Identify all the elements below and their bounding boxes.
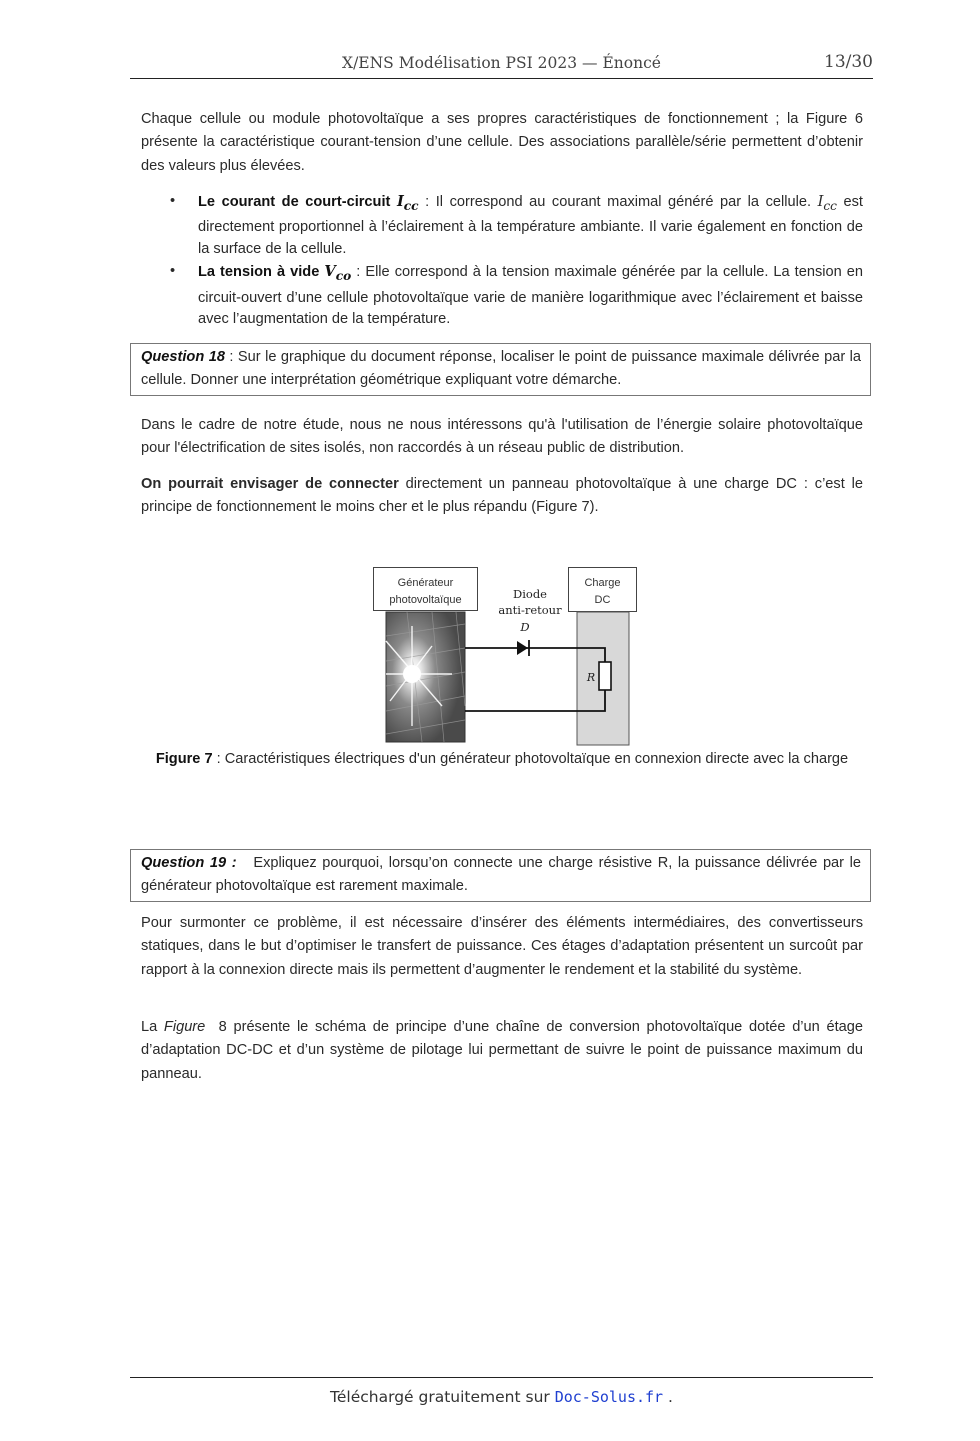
context-paragraph: Dans le cadre de notre étude, nous ne nous intéressons qu'à l'utilisation de l’énergie solaire photovoltaïque pour l'électrification de sites isolés, non raccordés à un réseau public de distribution. bbox=[141, 417, 863, 457]
bullet-icc-text-1: : Il correspond au courant maximal généré par la cellule. bbox=[418, 194, 818, 210]
bullet-dot-icon: • bbox=[170, 263, 176, 280]
bullet-icc-label: Le courant de court-circuit bbox=[198, 194, 397, 210]
symbol-icc: $I_{cc}$ bbox=[396, 193, 419, 213]
figure-7-label: Figure 7 bbox=[155, 751, 213, 767]
footer-end: . bbox=[663, 1388, 673, 1406]
question-18-label: Question 18 bbox=[141, 349, 225, 365]
bullet-dot-icon: • bbox=[170, 193, 176, 209]
figure-8-pre: La bbox=[141, 1019, 164, 1035]
page-footer bbox=[130, 1388, 873, 1406]
diode-symbol-label: D bbox=[520, 620, 530, 634]
symbol-vco: $V_{co}$ bbox=[324, 263, 352, 284]
resistor-icon bbox=[599, 662, 611, 690]
diode-label-line1: Diode bbox=[513, 587, 547, 601]
header-title: X/ENS Modélisation PSI 2023 — Énoncé bbox=[342, 54, 661, 72]
figure-7-caption-text: : Caractéristiques électriques d'un générateur photovoltaïque en connexion directe avec la charge bbox=[212, 751, 849, 767]
load-label-line2: DC bbox=[594, 594, 611, 606]
question-19-label: Question 19 : bbox=[141, 855, 237, 871]
pv-panel-image bbox=[386, 612, 465, 742]
footer-text: Téléchargé gratuitement sur bbox=[330, 1388, 555, 1406]
intro-paragraph: Chaque cellule ou module photovoltaïque a ses propres caractéristiques de fonctionnement ; la Figure 6 présente la caractéristique courant-tension d’une cellule. Des associations parallèle/série permettent d’obtenir des valeurs plus élevées. bbox=[141, 111, 863, 174]
footer-divider bbox=[130, 1377, 873, 1378]
figure-7-diagram bbox=[372, 566, 638, 748]
connection-bold: On pourrait envisager de connecter bbox=[141, 476, 399, 492]
figure-8-italic: Figure bbox=[163, 1019, 206, 1035]
question-19-box bbox=[130, 849, 871, 902]
bullet-vco bbox=[141, 261, 863, 330]
generator-label-line1: Générateur bbox=[397, 577, 454, 589]
symbol-icc-2: $I_{cc}$ bbox=[817, 193, 837, 213]
bullet-list bbox=[141, 191, 863, 332]
diode-icon bbox=[517, 640, 529, 656]
bullet-vco-text: : Elle correspond à la tension maximale générée par la cellule. La tension en circuit-ouvert d’une cellule photovoltaïque varie de manière logarithmique avec l’éclairement et baisse avec l’augmentation de la température. bbox=[198, 264, 863, 328]
page-header bbox=[130, 52, 873, 79]
bullet-icc-text-2: est directement proportionnel à l’éclairement à la température ambiante. Il varie également en fonction de la surface de la cellule. bbox=[198, 194, 863, 257]
bullet-icc bbox=[141, 191, 863, 260]
connection-paragraph bbox=[141, 473, 863, 520]
figure-8-text: 8 présente le schéma de principe d’une chaîne de conversion photovoltaïque dotée d’un étage d’adaptation DC-DC et d’un système de pilotage lui permettant de suivre le point de puissance maximum du panneau. bbox=[141, 1019, 868, 1082]
footer-link[interactable]: Doc-Solus.fr bbox=[554, 1388, 664, 1406]
generator-label-line2: photovoltaïque bbox=[389, 594, 462, 606]
figure-7-caption bbox=[141, 748, 863, 771]
converter-paragraph: Pour surmonter ce problème, il est nécessaire d’insérer des éléments intermédiaires, des convertisseurs statiques, dans le but d’optimiser le transfert de puissance. Ces étages d’adaptation présentent un surcoût par rapport à la connexion directe mais ils permettent d’augmenter le rendement et la stabilité du système. bbox=[141, 915, 863, 978]
resistor-symbol-label: R bbox=[586, 671, 596, 684]
question-18-text: : Sur le graphique du document réponse, localiser le point de puissance maximale délivrée par la cellule. Donner une interprétation géométrique expliquant votre démarche. bbox=[141, 349, 862, 388]
diode-label-line2: anti-retour bbox=[498, 603, 562, 617]
question-18-box bbox=[130, 343, 871, 396]
connection-text: directement un panneau photovoltaïque à une charge DC : c’est le principe de fonctionnement le moins cher et le plus répandu (Figure 7). bbox=[141, 476, 864, 516]
load-label-line1: Charge bbox=[584, 577, 621, 589]
figure-8-paragraph bbox=[141, 1016, 868, 1086]
page-number: 13/30 bbox=[824, 52, 873, 72]
bullet-vco-label: La tension à vide bbox=[198, 264, 325, 281]
question-19-text: Expliquez pourquoi, lorsqu’on connecte une charge résistive R, la puissance délivrée par le générateur photovoltaïque est rarement maximale. bbox=[141, 855, 866, 894]
